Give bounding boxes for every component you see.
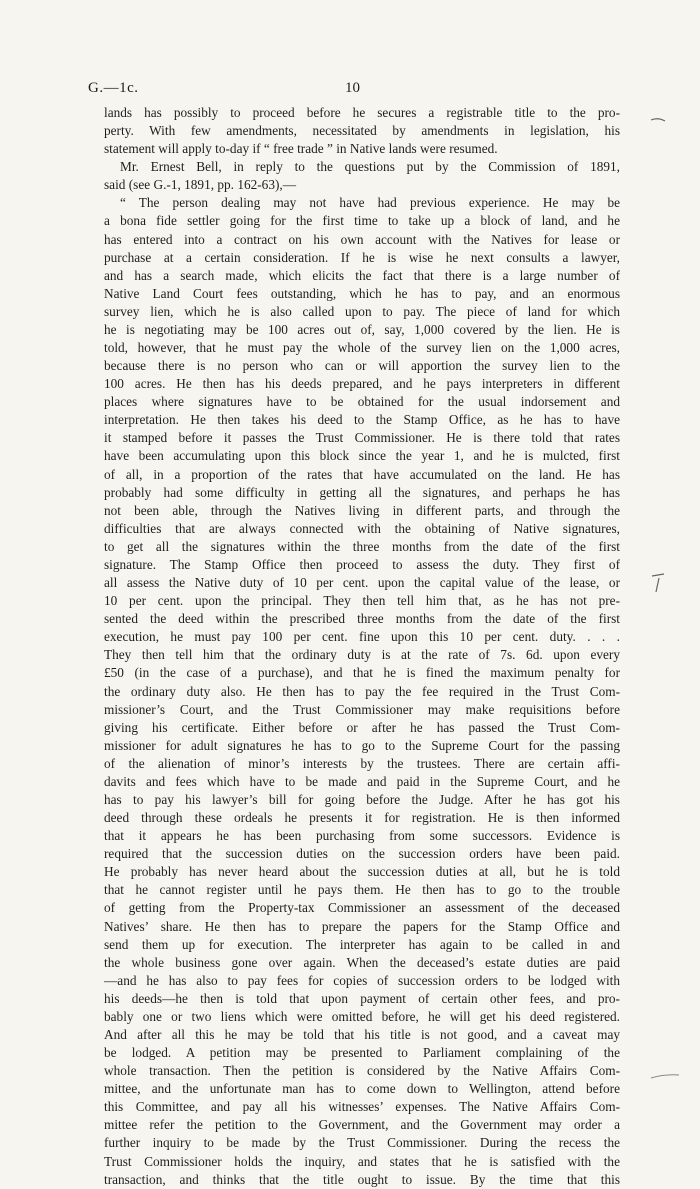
text-line: They then tell him that the ordinary duty is at the rate of 7s. 6d. upon every <box>104 647 620 663</box>
text-line: of all, in a proportion of the rates that have accumulated on the land. He has <box>104 466 620 482</box>
text-line: mittee refer the petition to the Government, and the Government may order a <box>104 1117 620 1133</box>
text-line: Mr. Ernest Bell, in reply to the questions put by the Commission of 1891, <box>120 159 620 175</box>
text-line: be lodged. A petition may be presented to Parliament complaining of the <box>104 1045 620 1061</box>
text-line: purchase at a certain consideration. If he is wise he next consults a lawyer, <box>104 249 620 265</box>
text-line: has to pay his lawyer’s bill for going before the Judge. After he has got his <box>104 791 620 807</box>
text-line: said (see G.-1, 1891, pp. 162-63),— <box>104 177 297 193</box>
text-line: sented the deed within the prescribed three months from the date of the first <box>104 611 620 627</box>
text-line: probably had some difficulty in getting all the signatures, and perhaps he has <box>104 484 620 500</box>
text-line: giving his certificate. Either before or after he has passed the Trust Com- <box>104 719 620 735</box>
text-line: execution, he must pay 100 per cent. fine upon this 10 per cent. duty. . . . <box>104 629 620 645</box>
margin-mark-icon <box>650 116 666 124</box>
text-line: bably one or two liens which were omitted before, he will get his deed registered. <box>104 1008 620 1024</box>
text-line: the ordinary duty also. He then has to pay the fee required in the Trust Com- <box>104 683 620 699</box>
text-line: And after all this he may be told that his title is not good, and a caveat may <box>104 1026 620 1042</box>
margin-mark-icon <box>650 1072 680 1080</box>
text-line: transaction, and thinks that the title ought to issue. By the time that this <box>104 1171 620 1187</box>
text-line: because there is no person who can or will apportion the survey lien to the <box>104 358 620 374</box>
text-line: statement will apply to-day if “ free trade ” in Native lands were resumed. <box>104 141 498 157</box>
text-line: £50 (in the case of a purchase), and that he is fined the maximum penalty for <box>104 665 620 681</box>
text-line: survey lien, which he is also called upon to pay. The piece of land for which <box>104 303 620 319</box>
text-line: Natives’ share. He then has to prepare the papers for the Stamp Office and <box>104 918 620 934</box>
text-line: further inquiry to be made by the Trust Commissioner. During the recess the <box>104 1135 620 1151</box>
text-line: the whole business gone over again. When the deceased’s estate duties are paid <box>104 954 620 970</box>
text-line: “ The person dealing may not have had previous experience. He may be <box>120 195 620 211</box>
text-line: missioner for adult signatures he has to go to the Supreme Court for the passing <box>104 737 620 753</box>
text-line: deed through these ordeals he presents it for registration. He is then informed <box>104 810 620 826</box>
text-line: davits and fees which have to be made and paid in the Supreme Court, and he <box>104 773 620 789</box>
text-line: —and he has also to pay fees for copies of succession orders to be lodged with <box>104 972 620 988</box>
text-line: difficulties that are always connected with the obtaining of Native signatures, <box>104 520 620 536</box>
text-line: 10 per cent. upon the principal. They then tell him that, as he has not pre- <box>104 593 620 609</box>
text-line: interpretation. He then takes his deed to the Stamp Office, as he has to have <box>104 412 620 428</box>
text-line: of the alienation of minor’s interests by the trustees. There are certain affi- <box>104 755 620 771</box>
text-line: perty. With few amendments, necessitated by amendments in legislation, his <box>104 123 620 139</box>
document-reference: G.—1c. <box>88 80 139 96</box>
text-line: all assess the Native duty of 10 per cent. upon the capital value of the lease, or <box>104 575 620 591</box>
text-line: has entered into a contract on his own account with the Natives for lease or <box>104 231 620 247</box>
text-line: missioner’s Court, and the Trust Commissioner may make requisitions before <box>104 701 620 717</box>
text-line: and has a search made, which elicits the fact that there is a large number of <box>104 267 620 283</box>
text-line: of getting from the Property-tax Commissioner an assessment of the deceased <box>104 900 620 916</box>
margin-mark-icon <box>650 572 666 594</box>
text-line: whole transaction. Then the petition is considered by the Native Affairs Com- <box>104 1063 620 1079</box>
page-header <box>88 80 612 100</box>
text-line: lands has possibly to proceed before he secures a registrable title to the pro- <box>104 105 620 120</box>
text-line: his deeds—he then is told that upon payment of certain other fees, and pro- <box>104 990 620 1006</box>
text-line: to get all the signatures within the three months from the date of the first <box>104 538 620 554</box>
text-line: He probably has never heard about the succession duties at all, but he is told <box>104 864 620 880</box>
body-text <box>104 104 620 1189</box>
text-line: required that the succession duties on the succession orders have been paid. <box>104 846 620 862</box>
text-line: mittee, and the unfortunate man has to come down to Wellington, attend before <box>104 1081 620 1097</box>
text-line: send them up for execution. The interpreter has again to be called in and <box>104 936 620 952</box>
text-line: that he cannot register until he pays them. He then has to go to the trouble <box>104 882 620 898</box>
text-line: a bona fide settler going for the first time to take up a block of land, and he <box>104 213 620 229</box>
text-line: places where signatures have to be obtained for the usual indorsement and <box>104 394 620 410</box>
text-line: Native Land Court fees outstanding, which he has to pay, and an enormous <box>104 285 620 301</box>
text-line: have been accumulating upon this block since the year 1, and he is mulcted, first <box>104 448 620 464</box>
text-line: signature. The Stamp Office then proceed to assess the duty. They first of <box>104 556 620 572</box>
text-line: he is negotiating may be 100 acres out of, say, 1,000 covered by the lien. He is <box>104 321 620 337</box>
text-line: told, however, that he must pay the whole of the survey lien on the 1,000 acres, <box>104 340 620 356</box>
text-line: Trust Commissioner holds the inquiry, and states that he is satisfied with the <box>104 1153 620 1169</box>
text-line: this Committee, and pay all his witnesses’ expenses. The Native Affairs Com- <box>104 1099 620 1115</box>
text-line: 100 acres. He then has his deeds prepared, and he pays interpreters in different <box>104 376 620 392</box>
text-line: that it appears he has been purchasing from some successors. Evidence is <box>104 828 620 844</box>
text-line: it stamped before it passes the Trust Commissioner. He is there told that rates <box>104 430 620 446</box>
page-number: 10 <box>345 80 360 96</box>
text-line: not been able, through the Natives living in different parts, and through the <box>104 502 620 518</box>
